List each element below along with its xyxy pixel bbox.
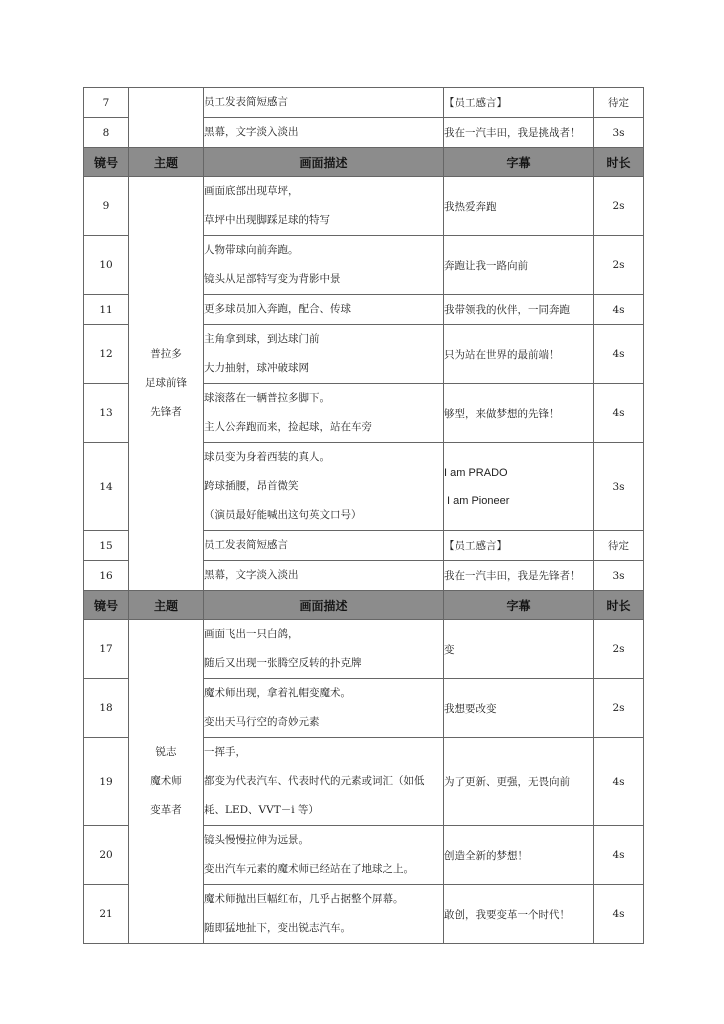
shot-number: 14 (84, 443, 129, 531)
subtitle-cell (444, 620, 594, 679)
duration-cell: 4s (594, 826, 644, 885)
subtitle-cell (444, 679, 594, 738)
shot-number: 19 (84, 738, 129, 826)
duration-cell: 4s (594, 885, 644, 944)
subtitle-cell (444, 325, 594, 384)
subtitle-line: 【员工感言】 (444, 97, 507, 109)
header-description: 画面描述 (204, 148, 444, 177)
description-line: 员工发表简短感言 (204, 96, 288, 108)
subtitle-line: 只为站在世界的最前端！ (444, 348, 560, 361)
duration-cell: 3s (594, 118, 644, 148)
description-line: 员工发表简短感言 (204, 539, 288, 551)
description-line: 黑幕，文字淡入淡出 (204, 569, 299, 581)
subtitle-cell (444, 384, 594, 443)
description-line: 球滚落在一辆普拉多脚下。 (204, 392, 330, 404)
description-line: 主角拿到球，到达球门前 (204, 333, 320, 345)
duration-cell: 3s (594, 561, 644, 591)
description-line: 变出汽车元素的魔术师已经站在了地球之上。 (204, 863, 414, 875)
table-row (84, 88, 644, 118)
description-line: 更多球员加入奔跑，配合、传球 (204, 303, 351, 315)
subtitle-cell (444, 826, 594, 885)
duration-cell: 2s (594, 620, 644, 679)
subtitle-cell (444, 561, 594, 591)
shot-number: 13 (84, 384, 129, 443)
shot-number: 8 (84, 118, 129, 148)
shot-number: 20 (84, 826, 129, 885)
scene-description (204, 679, 444, 738)
duration-cell: 2s (594, 236, 644, 295)
scene-description (204, 295, 444, 325)
scene-description (204, 236, 444, 295)
shot-number: 9 (84, 177, 129, 236)
scene-description (204, 738, 444, 826)
duration-cell: 3s (594, 443, 644, 531)
theme-line: 变革者 (150, 804, 182, 816)
duration-cell: 待定 (594, 531, 644, 561)
description-line: 跨球插腰，昂首微笑 (204, 480, 299, 492)
header-duration: 时长 (594, 591, 644, 620)
description-line: 魔术师出现，拿着礼帽变魔术。 (204, 687, 351, 699)
subtitle-line: 我热爱奔跑 (444, 200, 497, 213)
subtitle-line: 我带领我的伙伴，一同奔跑 (444, 304, 570, 316)
description-line: 球员变为身着西装的真人。 (204, 451, 330, 463)
duration-cell: 2s (594, 679, 644, 738)
scene-description (204, 531, 444, 561)
description-line: 镜头从足部特写变为背影中景 (204, 273, 341, 285)
subtitle-cell (444, 295, 594, 325)
description-line: 画面底部出现草坪， (204, 185, 299, 197)
subtitle-cell (444, 236, 594, 295)
scene-description (204, 620, 444, 679)
subtitle-line: 变 (444, 643, 455, 656)
subtitle-cell (444, 118, 594, 148)
duration-cell: 4s (594, 295, 644, 325)
theme-line: 锐志 (155, 746, 177, 758)
scene-description (204, 443, 444, 531)
subtitle-line: 创造全新的梦想！ (444, 849, 528, 862)
subtitle-cell (444, 885, 594, 944)
theme-line: 普拉多 (150, 348, 182, 360)
subtitle-cell (444, 738, 594, 826)
scene-description (204, 88, 444, 118)
shot-number: 17 (84, 620, 129, 679)
scene-description (204, 885, 444, 944)
header-duration: 时长 (594, 148, 644, 177)
scene-description (204, 384, 444, 443)
description-line: 人物带球向前奔跑。 (204, 244, 299, 256)
description-line: 耗、LED、VVT－i 等） (204, 804, 319, 816)
theme-line: 先锋者 (150, 406, 182, 418)
table-row (84, 177, 644, 236)
description-line: 草坪中出现脚踩足球的特写 (204, 214, 330, 226)
subtitle-cell (444, 177, 594, 236)
subtitle-line: 我在一汽丰田，我是先锋者！ (444, 570, 581, 582)
theme-line: 足球前锋 (145, 377, 187, 389)
scene-description (204, 177, 444, 236)
description-line: 大力抽射，球冲破球网 (204, 362, 309, 374)
table-row (84, 620, 644, 679)
subtitle-line: I am Pioneer (447, 494, 510, 507)
description-line: 都变为代表汽车、代表时代的元素或词汇（如低 (204, 775, 425, 787)
theme-line: 魔术师 (150, 775, 182, 787)
theme-cell (129, 88, 204, 148)
scene-description (204, 118, 444, 148)
description-line: 变出天马行空的奇妙元素 (204, 716, 320, 728)
description-line: 镜头慢慢拉伸为远景。 (204, 834, 309, 846)
scene-description (204, 561, 444, 591)
duration-cell: 2s (594, 177, 644, 236)
description-line: 黑幕，文字淡入淡出 (204, 126, 299, 138)
header-row (84, 591, 644, 620)
header-shot-number: 镜号 (84, 591, 129, 620)
shot-number: 18 (84, 679, 129, 738)
subtitle-line: 我想要改变 (444, 702, 497, 715)
subtitle-line: I am PRADO (444, 466, 508, 479)
header-subtitle: 字幕 (444, 591, 594, 620)
shot-number: 16 (84, 561, 129, 591)
description-line: 随后又出现一张腾空反转的扑克牌 (204, 657, 362, 669)
duration-cell: 4s (594, 384, 644, 443)
description-line: （演员最好能喊出这句英文口号） (204, 509, 362, 521)
shot-number: 12 (84, 325, 129, 384)
description-line: 一挥手， (204, 746, 246, 758)
subtitle-cell (444, 531, 594, 561)
duration-cell: 4s (594, 738, 644, 826)
header-row (84, 148, 644, 177)
storyboard-table (83, 87, 644, 944)
shot-number: 21 (84, 885, 129, 944)
subtitle-line: 敢创，我要变革一个时代！ (444, 908, 570, 921)
description-line: 画面飞出一只白鸽， (204, 628, 299, 640)
duration-cell: 4s (594, 325, 644, 384)
subtitle-cell (444, 443, 594, 531)
subtitle-line: 奔跑让我一路向前 (444, 259, 528, 272)
subtitle-line: 我在一汽丰田，我是挑战者！ (444, 127, 581, 139)
header-description: 画面描述 (204, 591, 444, 620)
header-theme: 主题 (129, 591, 204, 620)
subtitle-line: 够型，来做梦想的先锋！ (444, 407, 560, 420)
scene-description (204, 826, 444, 885)
shot-number: 10 (84, 236, 129, 295)
theme-cell (129, 620, 204, 944)
description-line: 随即猛地扯下，变出锐志汽车。 (204, 922, 351, 934)
scene-description (204, 325, 444, 384)
header-theme: 主题 (129, 148, 204, 177)
header-subtitle: 字幕 (444, 148, 594, 177)
description-line: 主人公奔跑而来，捡起球，站在车旁 (204, 421, 372, 433)
subtitle-line: 为了更新、更强，无畏向前 (444, 776, 570, 788)
header-shot-number: 镜号 (84, 148, 129, 177)
subtitle-line: 【员工感言】 (444, 540, 507, 552)
storyboard-body (84, 88, 644, 944)
shot-number: 15 (84, 531, 129, 561)
shot-number: 11 (84, 295, 129, 325)
theme-cell (129, 177, 204, 591)
duration-cell: 待定 (594, 88, 644, 118)
subtitle-cell (444, 88, 594, 118)
description-line: 魔术师抛出巨幅红布，几乎占据整个屏幕。 (204, 893, 404, 905)
shot-number: 7 (84, 88, 129, 118)
